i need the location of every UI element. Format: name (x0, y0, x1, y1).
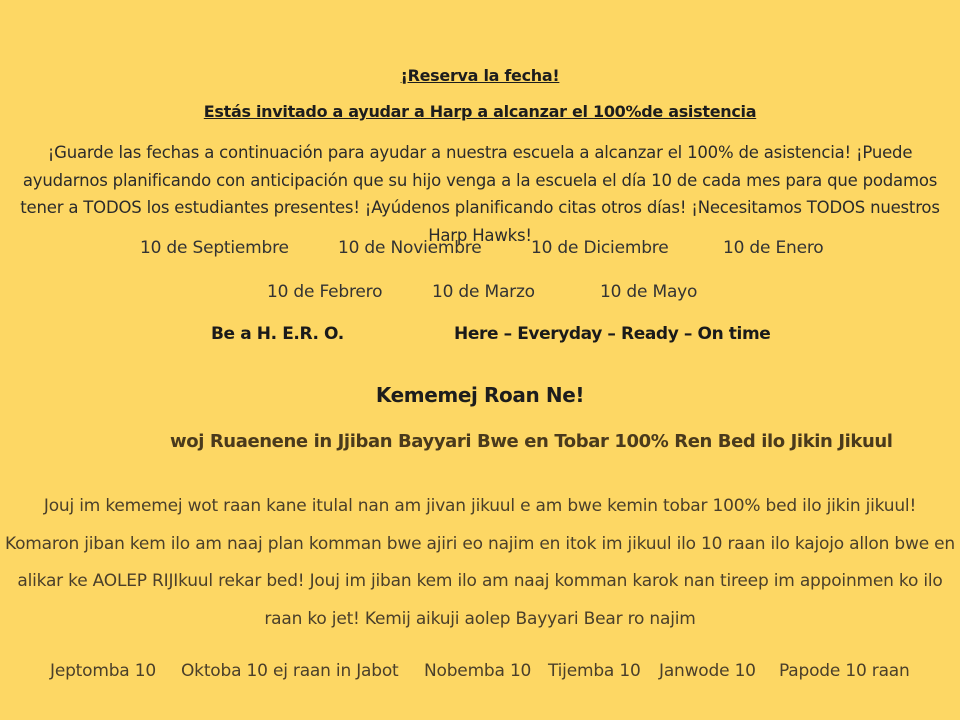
marshallese-title: Kememej Roan Ne! (375, 383, 585, 407)
mh-date-september: Jeptomba 10 (50, 661, 156, 681)
mh-date-february: Papode 10 raan (779, 661, 910, 681)
marshallese-body-line: Jouj im kememej wot raan kane itulal nan am jivan jikuul e am bwe kemin tobar 100% bed ilo jikin jikuul! (43, 496, 917, 516)
marshallese-body-line: alikar ke AOLEP RIJIkuul rekar bed! Jouj im jiban kem ilo am naaj komman karok nan tireep im appoinmen ko ilo (17, 571, 943, 591)
date-september: 10 de Septiembre (140, 238, 289, 258)
spanish-body: ¡Guarde las fechas a continuación para ayudar a nuestra escuela a alcanzar el 100% de asistencia! ¡Puede ayudarnos planificando con anticipación que su hijo venga a la escuela el día 10 de cada mes para que podamos tener a TODOS los estudiantes presentes! ¡Ayúdenos planificando citas otros días! ¡Necesitamos TODOS nuestros Harp Hawks! (20, 143, 940, 245)
marshallese-subtitle: woj Ruaenene in Jjiban Bayyari Bwe en Tobar 100% Ren Bed ilo Jikin Jikuul (170, 431, 893, 452)
date-november: 10 de Noviembre (338, 238, 482, 258)
mh-date-december: Tijemba 10 (548, 661, 641, 681)
date-december: 10 de Diciembre (531, 238, 669, 258)
mh-date-november: Nobemba 10 (424, 661, 532, 681)
date-january: 10 de Enero (723, 238, 824, 258)
date-may: 10 de Mayo (600, 282, 698, 302)
hero-slogan: Be a H. E.R. O. (211, 324, 344, 344)
date-march: 10 de Marzo (432, 282, 535, 302)
date-february: 10 de Febrero (267, 282, 383, 302)
spanish-subtitle: Estás invitado a ayudar a Harp a alcanzar el 100%de asistencia (203, 102, 757, 121)
spanish-title: ¡Reserva la fecha! (400, 66, 560, 85)
marshallese-body-line: Komaron jiban kem ilo am naaj plan komman bwe ajiri eo najim en itok im jikuul ilo 10 raan ilo kajojo allon bwe en (4, 533, 955, 554)
mh-date-january: Janwode 10 (659, 661, 756, 681)
hero-meaning: Here – Everyday – Ready – On time (454, 324, 771, 344)
marshallese-body-line: raan ko jet! Kemij aikuji aolep Bayyari Bear ro najim (264, 608, 696, 629)
mh-date-october: Oktoba 10 ej raan in Jabot (181, 661, 399, 681)
marshallese-body (4, 488, 956, 638)
